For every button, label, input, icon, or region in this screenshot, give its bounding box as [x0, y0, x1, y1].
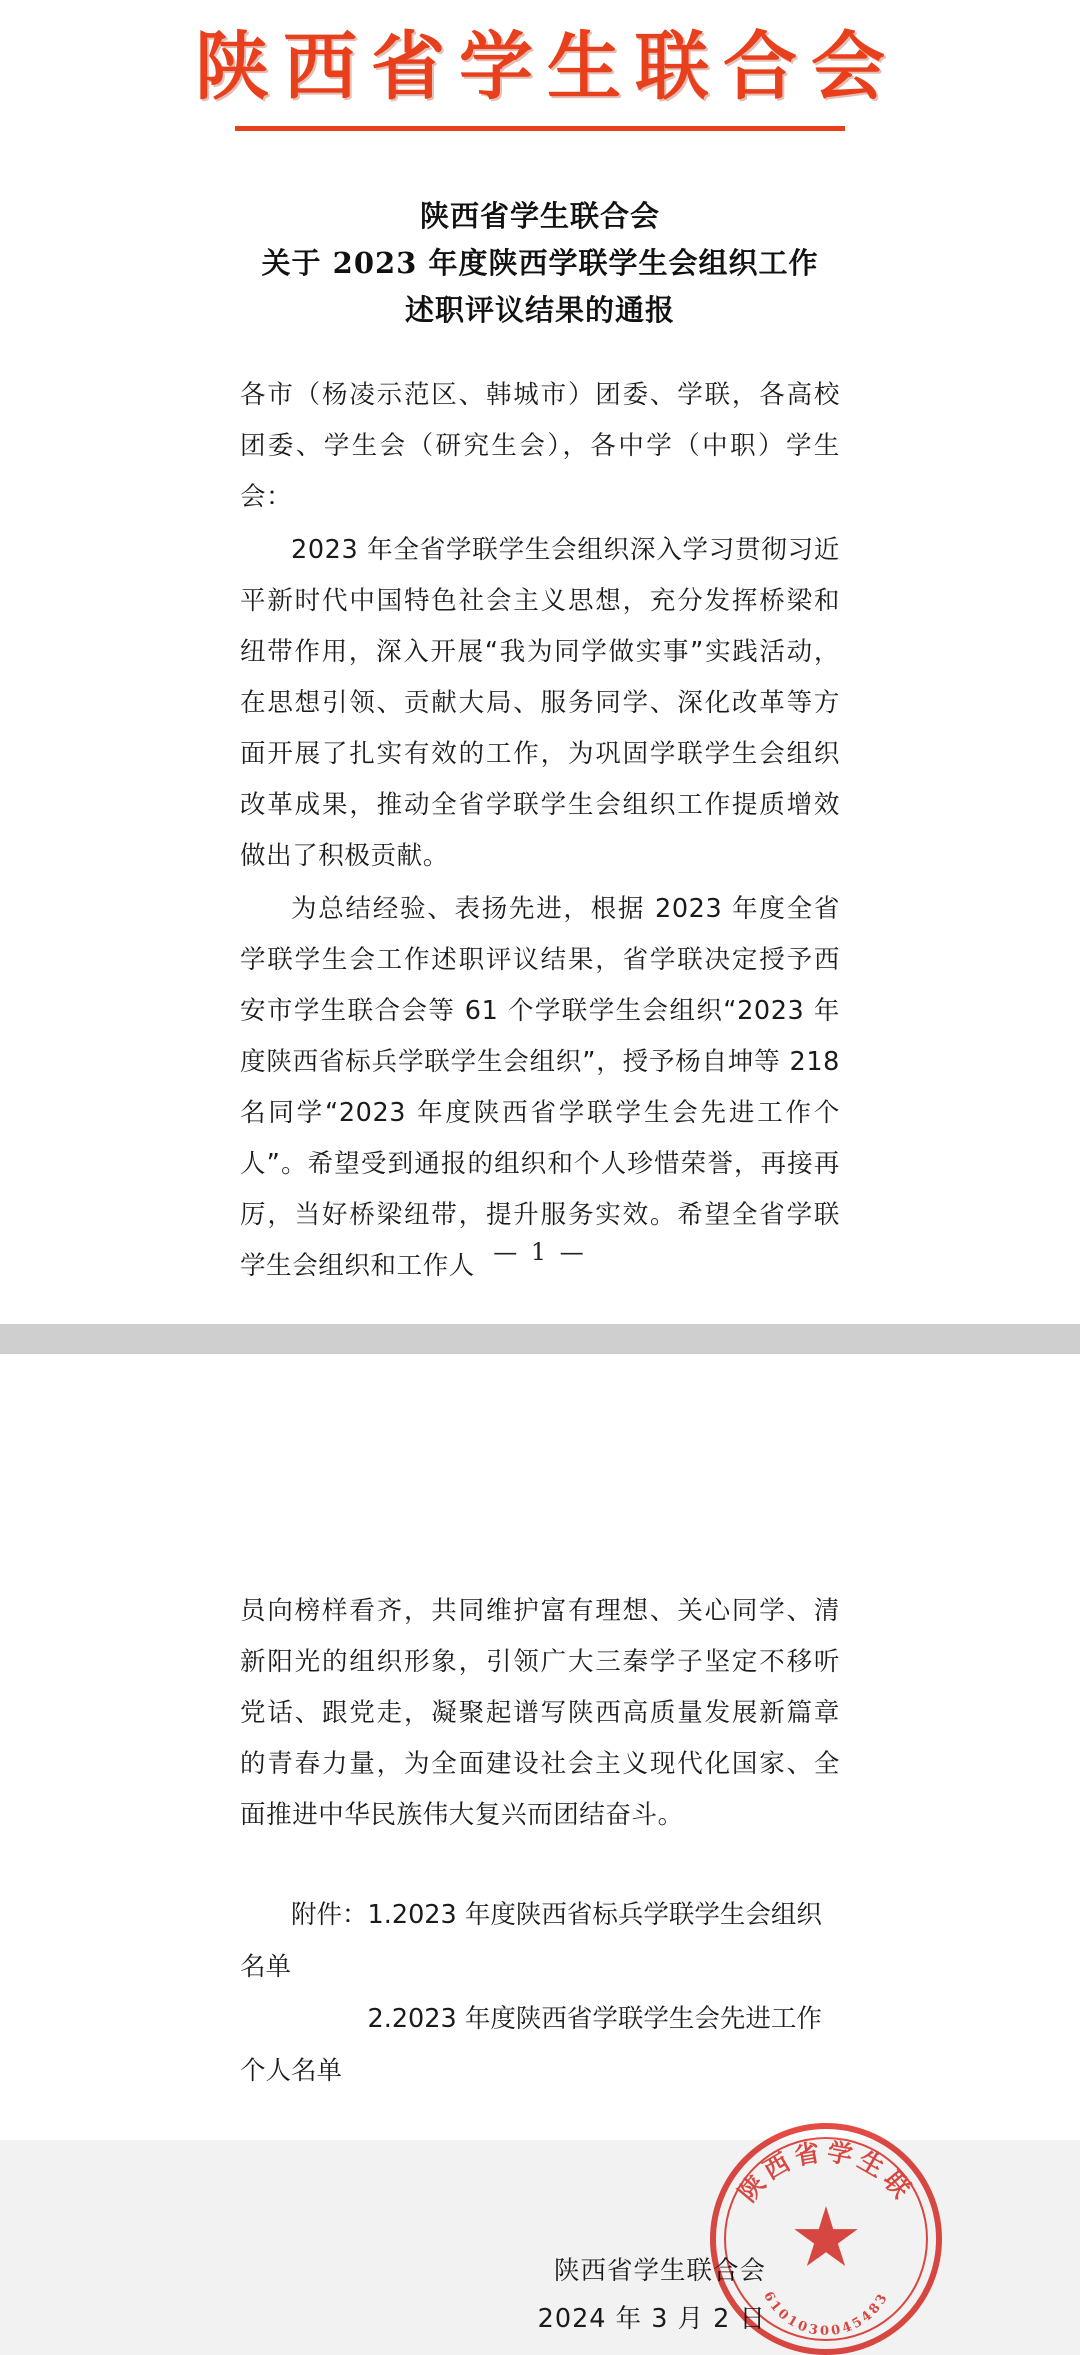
body-paragraph-1: 2023 年全省学联学生会组织深入学习贯彻习近平新时代中国特色社会主义思想，充分发挥桥梁和纽带作用，深入开展“我为同学做实事”实践活动，在思想引领、贡献大局、服务同学、深化改革等方面开展了扎实有效的工作，为巩固学联学生会组织改革成果，推动全省学联学生会组织工作提质增效做出了积极贡献。 [240, 534, 840, 871]
signature-area [240, 2115, 920, 2355]
signature-date: 2024 年 3 月 2 日 [537, 2304, 766, 2334]
official-seal [710, 2123, 942, 2355]
attachment-line-2 [240, 1993, 840, 2097]
body-paragraph-2: 为总结经验、表扬先进，根据 2023 年度全省学联学生会工作述职评议结果，省学联决定授予西安市学生联合会等 61 个学联学生会组织“2023 年度陕西省标兵学联学生会组织”，授予杨自坤等 218 名同学“2023 年度陕西省学联学生会先进工作个人”。希望受到通报的组织和个人珍惜荣誉，再接再厉，当好桥梁纽带，提升服务实效。希望全省学联学生会组织和工作人 [240, 893, 840, 1281]
seal-top-text: 陕西省学生联 [732, 2137, 920, 2208]
attachment-line-1 [240, 1889, 840, 1993]
page-number: — 1 — [493, 1238, 587, 1266]
document-title [0, 193, 1080, 334]
attachment-item-2: 2.2023 年度陕西省学联学生会先进工作个人名单 [240, 2004, 822, 2086]
seal-bottom-text: 6101030045483 [760, 2289, 892, 2339]
attachments-block [240, 1889, 840, 2097]
addressee-paragraph: 各市（杨凌示范区、韩城市）团委、学联，各高校团委、学生会（研究生会），各中学（中职）学生会： [240, 379, 840, 512]
signer-name: 陕西省学生联合会 [553, 2256, 766, 2286]
masthead [0, 0, 1080, 131]
masthead-divider-rule [235, 126, 845, 131]
page-separator [0, 1324, 1080, 1354]
document-page-2 [0, 1354, 1080, 2339]
page-1-body [240, 334, 840, 1292]
body-paragraph-2-continued: 员向榜样看齐，共同维护富有理想、关心同学、清新阳光的组织形象，引领广大三秦学子坚定不移听党话、跟党走，凝聚起谱写陕西高质量发展新篇章的青春力量，为全面建设社会主义现代化国家、全面推进中华民族伟大复兴而团结奋斗。 [240, 1596, 840, 1830]
seal-bottom-text-path [760, 2289, 892, 2339]
attachment-item-1: 1.2023 年度陕西省标兵学联学生会组织名单 [240, 1900, 822, 1982]
title-line-3: 述职评议结果的通报 [404, 292, 675, 327]
masthead-title: 陕西省学生联合会 [195, 24, 899, 110]
page-2-body [240, 1354, 920, 2355]
title-line-1: 陕西省学生联合会 [419, 198, 660, 233]
title-line-2: 关于 2023 年度陕西学联学生会组织工作 [261, 245, 819, 280]
attachments-label: 附件： [291, 1900, 368, 1930]
seal-top-text-path [733, 2137, 919, 2207]
